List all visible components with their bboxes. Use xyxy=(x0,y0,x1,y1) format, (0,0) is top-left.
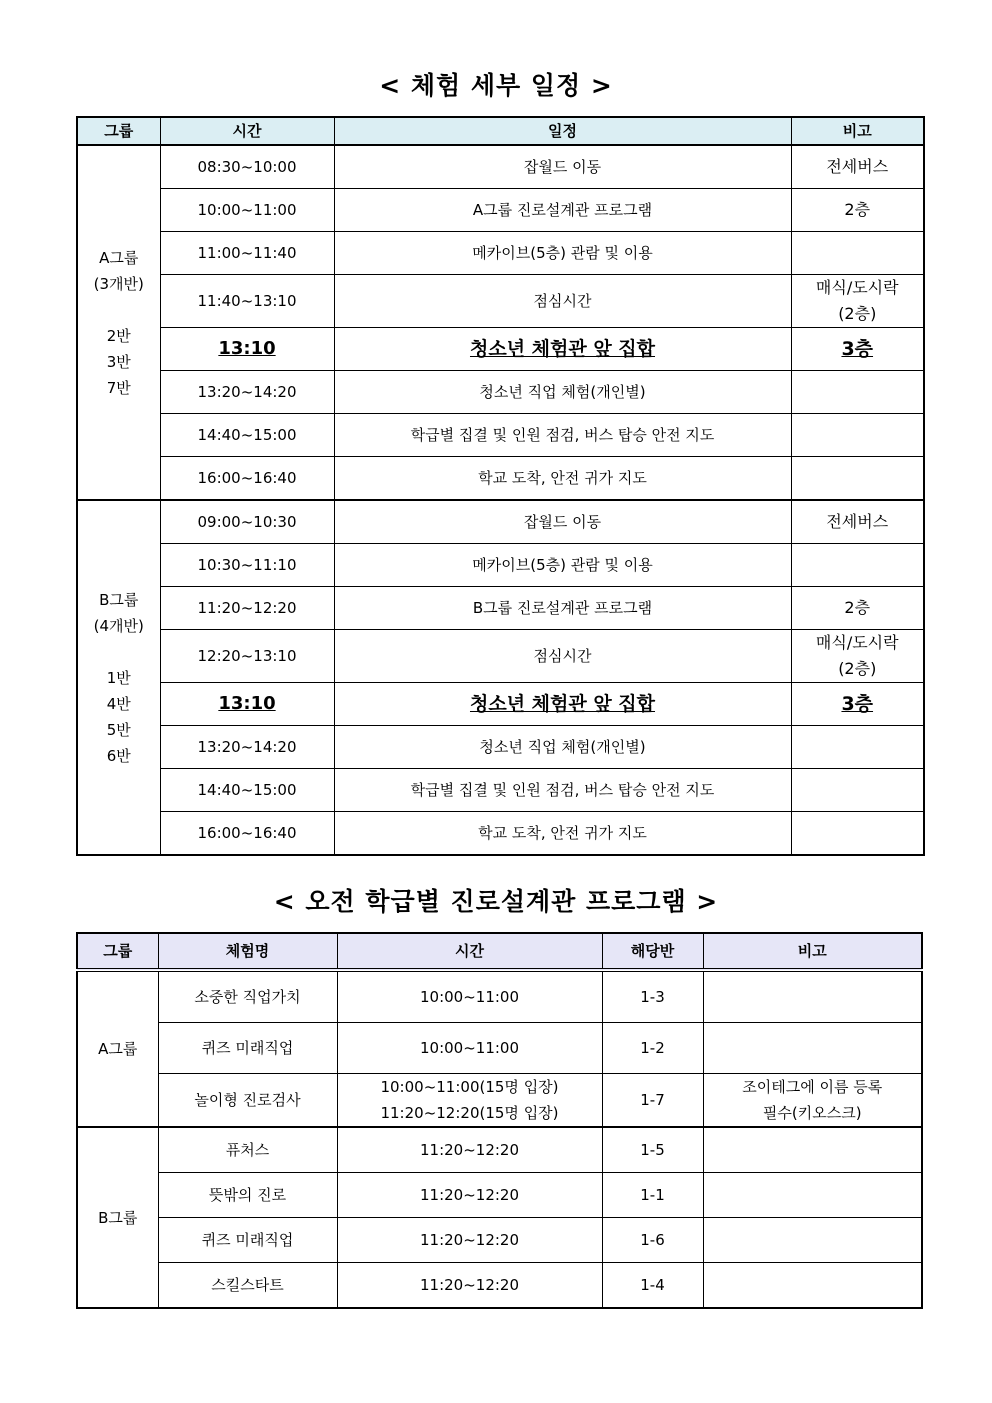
time-cell: 11:20~12:20 xyxy=(337,1218,602,1263)
header-event: 일정 xyxy=(334,117,791,145)
table-row xyxy=(77,1218,922,1263)
event-cell: 메카이브(5층) 관람 및 이용 xyxy=(334,232,791,275)
table-row xyxy=(77,970,922,1023)
time-cell: 10:30~11:10 xyxy=(160,544,334,587)
time-cell: 16:00~16:40 xyxy=(160,457,334,501)
group-a-cell: A그룹 (3개반) 2반 3반 7반 xyxy=(77,145,160,500)
event-cell: 청소년 체험관 앞 집합 xyxy=(334,328,791,371)
table-row-highlight xyxy=(77,328,924,371)
event-cell: 청소년 체험관 앞 집합 xyxy=(334,683,791,726)
time-cell: 10:00~11:00 xyxy=(337,970,602,1023)
time-cell: 16:00~16:40 xyxy=(160,812,334,856)
table-row xyxy=(77,1074,922,1128)
table-row xyxy=(77,587,924,630)
header-time: 시간 xyxy=(337,933,602,970)
event-cell: 잡월드 이동 xyxy=(334,500,791,544)
header-name: 체험명 xyxy=(158,933,337,970)
table-row xyxy=(77,812,924,856)
table-row xyxy=(77,414,924,457)
note-cell xyxy=(791,769,924,812)
schedule-table xyxy=(76,116,925,856)
note-cell xyxy=(703,1263,922,1309)
note-cell: 전세버스 xyxy=(791,500,924,544)
time-cell: 09:00~10:30 xyxy=(160,500,334,544)
group-a-cell: A그룹 xyxy=(77,970,158,1127)
event-cell: 학교 도착, 안전 귀가 지도 xyxy=(334,812,791,856)
time-cell: 14:40~15:00 xyxy=(160,769,334,812)
time-cell: 11:20~12:20 xyxy=(337,1173,602,1218)
program-name-cell: 소중한 직업가치 xyxy=(158,970,337,1023)
schedule-header-row xyxy=(77,117,924,145)
class-cell: 1-5 xyxy=(602,1127,703,1173)
note-cell xyxy=(791,232,924,275)
class-cell: 1-1 xyxy=(602,1173,703,1218)
table-row xyxy=(77,1173,922,1218)
time-cell: 13:20~14:20 xyxy=(160,726,334,769)
time-cell: 13:20~14:20 xyxy=(160,371,334,414)
class-cell: 1-7 xyxy=(602,1074,703,1128)
note-cell xyxy=(791,457,924,501)
time-cell: 13:10 xyxy=(160,328,334,371)
table-row xyxy=(77,275,924,328)
program-title: < 오전 학급별 진로설계관 프로그램 > xyxy=(273,887,719,916)
note-cell: 매식/도시락 (2층) xyxy=(791,275,924,328)
table-row xyxy=(77,726,924,769)
header-class: 해당반 xyxy=(602,933,703,970)
event-cell: 점심시간 xyxy=(334,275,791,328)
time-cell: 11:20~12:20 xyxy=(337,1263,602,1309)
event-cell: 학급별 집결 및 인원 점검, 버스 탑승 안전 지도 xyxy=(334,414,791,457)
header-note: 비고 xyxy=(703,933,922,970)
header-note: 비고 xyxy=(791,117,924,145)
time-cell: 10:00~11:00 xyxy=(337,1023,602,1074)
time-cell: 12:20~13:10 xyxy=(160,630,334,683)
note-cell: 매식/도시락 (2층) xyxy=(791,630,924,683)
note-cell xyxy=(791,371,924,414)
event-cell: 메카이브(5층) 관람 및 이용 xyxy=(334,544,791,587)
time-cell: 11:20~12:20 xyxy=(160,587,334,630)
header-group: 그룹 xyxy=(77,933,158,970)
table-row xyxy=(77,544,924,587)
time-cell: 11:00~11:40 xyxy=(160,232,334,275)
note-cell xyxy=(703,1218,922,1263)
time-cell: 11:20~12:20 xyxy=(337,1127,602,1173)
program-name-cell: 스킬스타트 xyxy=(158,1263,337,1309)
table-row-highlight xyxy=(77,683,924,726)
program-name-cell: 퓨처스 xyxy=(158,1127,337,1173)
program-name-cell: 놀이형 진로검사 xyxy=(158,1074,337,1128)
program-name-cell: 퀴즈 미래직업 xyxy=(158,1218,337,1263)
header-time: 시간 xyxy=(160,117,334,145)
table-row xyxy=(77,630,924,683)
event-cell: 학교 도착, 안전 귀가 지도 xyxy=(334,457,791,501)
note-cell xyxy=(703,970,922,1023)
class-cell: 1-2 xyxy=(602,1023,703,1074)
program-table xyxy=(76,932,923,1309)
event-cell: 잡월드 이동 xyxy=(334,145,791,189)
time-cell: 13:10 xyxy=(160,683,334,726)
table-row xyxy=(77,189,924,232)
note-cell: 3층 xyxy=(791,328,924,371)
class-cell: 1-4 xyxy=(602,1263,703,1309)
program-header-row xyxy=(77,933,922,970)
table-row xyxy=(77,457,924,501)
table-row xyxy=(77,500,924,544)
time-cell: 11:40~13:10 xyxy=(160,275,334,328)
class-cell: 1-6 xyxy=(602,1218,703,1263)
time-cell: 10:00~11:00 xyxy=(160,189,334,232)
table-row xyxy=(77,145,924,189)
table-row xyxy=(77,371,924,414)
program-name-cell: 퀴즈 미래직업 xyxy=(158,1023,337,1074)
event-cell: 청소년 직업 체험(개인별) xyxy=(334,726,791,769)
table-row xyxy=(77,769,924,812)
event-cell: A그룹 진로설계관 프로그램 xyxy=(334,189,791,232)
header-group: 그룹 xyxy=(77,117,160,145)
time-cell: 14:40~15:00 xyxy=(160,414,334,457)
note-cell xyxy=(791,726,924,769)
note-cell xyxy=(791,544,924,587)
table-row xyxy=(77,1023,922,1074)
class-cell: 1-3 xyxy=(602,970,703,1023)
event-cell: B그룹 진로설계관 프로그램 xyxy=(334,587,791,630)
group-b-cell: B그룹 (4개반) 1반 4반 5반 6반 xyxy=(77,500,160,855)
table-row xyxy=(77,1127,922,1173)
event-cell: 학급별 집결 및 인원 점검, 버스 탑승 안전 지도 xyxy=(334,769,791,812)
note-cell xyxy=(703,1127,922,1173)
note-cell: 조이테그에 이름 등록 필수(키오스크) xyxy=(703,1074,922,1128)
table-row xyxy=(77,232,924,275)
schedule-title: < 체험 세부 일정 > xyxy=(379,71,613,100)
table-row xyxy=(77,1263,922,1309)
note-cell xyxy=(791,812,924,856)
event-cell: 청소년 직업 체험(개인별) xyxy=(334,371,791,414)
program-name-cell: 뜻밖의 진로 xyxy=(158,1173,337,1218)
time-cell: 10:00~11:00(15명 입장) 11:20~12:20(15명 입장) xyxy=(337,1074,602,1128)
note-cell xyxy=(791,414,924,457)
note-cell xyxy=(703,1173,922,1218)
note-cell xyxy=(703,1023,922,1074)
note-cell: 2층 xyxy=(791,587,924,630)
time-cell: 08:30~10:00 xyxy=(160,145,334,189)
group-b-cell: B그룹 xyxy=(77,1127,158,1308)
note-cell: 3층 xyxy=(791,683,924,726)
note-cell: 2층 xyxy=(791,189,924,232)
event-cell: 점심시간 xyxy=(334,630,791,683)
note-cell: 전세버스 xyxy=(791,145,924,189)
